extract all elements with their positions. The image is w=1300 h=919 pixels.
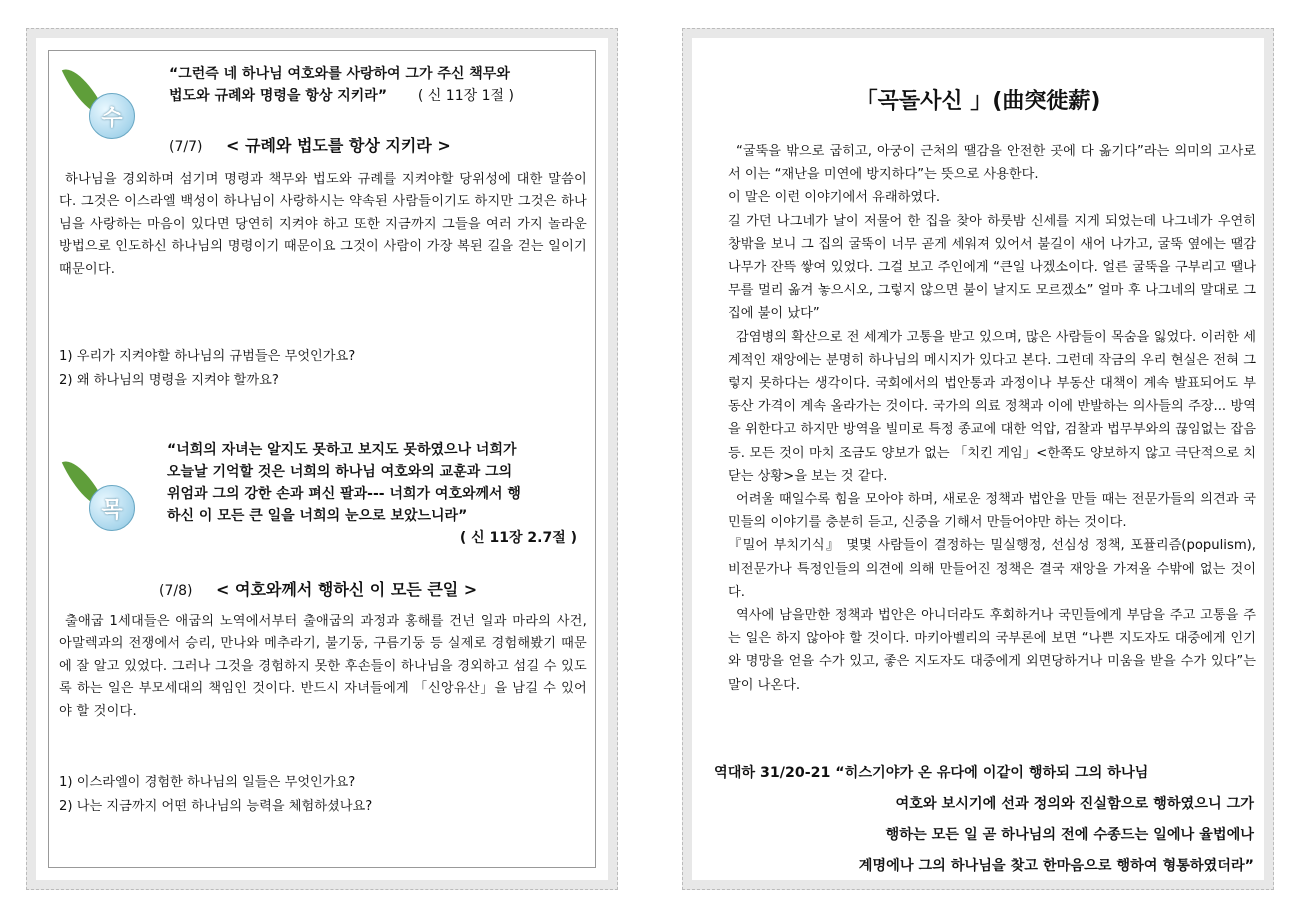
essay-paragraph: 어려울 때일수록 힘을 모아야 하며, 새로운 정책과 법안을 만들 때는 전문가들의 의견과 국민들의 이야기를 충분히 듣고, 신중을 기해서 만들어야만 하는 것이다. bbox=[728, 492, 1256, 531]
section-date: (7/7) bbox=[169, 139, 203, 155]
verse-line: “너희의 자녀는 알지도 못하고 보지도 못하였으나 너희가 bbox=[167, 442, 517, 458]
question-item: 2) 왜 하나님의 명령을 지켜야 할까요? bbox=[59, 373, 279, 388]
essay-paragraph: 역사에 남을만한 정책과 법안은 아니더라도 후회하거나 국민들에게 부담을 주고 고통을 주는 일은 하지 않아야 할 것이다. 마키아벨리의 국부론에 보면 “나쁜 지도자도 대중에게 인기와 명망을 얻을 수가 있고, 좋은 지도자도 대중에게 외면당하거나 미움을 받을 수가 있다”는 말이 나온다. bbox=[728, 608, 1256, 693]
left-page-frame bbox=[26, 28, 618, 890]
section-date: (7/8) bbox=[159, 583, 193, 599]
verse-line: 하신 이 모든 큰 일을 너희의 눈으로 보았느니라” bbox=[167, 508, 468, 524]
verse-reference: ( 신 11장 2.7절 ) bbox=[459, 530, 577, 546]
right-page-content bbox=[704, 50, 1256, 874]
essay-paragraph: 이 말은 이런 이야기에서 유래하였다. bbox=[728, 190, 941, 206]
section-body-2 bbox=[59, 611, 587, 723]
question-item: 1) 우리가 지켜야할 하나님의 규범들은 무엇인가요? bbox=[59, 349, 356, 364]
verse-line: 위엄과 그의 강한 손과 펴신 팔과--- 너희가 여호와께서 행 bbox=[167, 486, 521, 502]
flower-badge-wednesday bbox=[67, 59, 137, 149]
left-page-content bbox=[48, 50, 596, 868]
section-body-1 bbox=[59, 169, 587, 281]
essay-paragraph: 『밀어 부치기식』 몇몇 사람들이 결정하는 밀실행정, 선심성 정책, 포퓰리즘(populism), 비전문가나 특정인들의 의견에 의해 만들어진 정책은 결국 재앙을 가져올 수밖에 없는 것이다. bbox=[728, 538, 1256, 600]
day-badge-icon: 목 bbox=[89, 485, 135, 531]
verse-line: 법도와 규례와 명령을 항상 지키라” bbox=[169, 88, 388, 104]
verse-block-1 bbox=[169, 63, 589, 107]
verse-reference: ( 신 11장 1절 ) bbox=[417, 88, 514, 104]
verse-line-with-ref bbox=[169, 85, 589, 107]
question-list-2 bbox=[59, 771, 372, 819]
section-title: < 규례와 법도를 항상 지키라 > bbox=[226, 136, 451, 155]
closing-verse-line: 계명에나 그의 하나님을 찾고 한마음으로 행하여 형통하였더라” bbox=[858, 858, 1254, 874]
section-heading-2 bbox=[159, 577, 477, 600]
body-paragraph: 출애굽 1세대들은 애굽의 노역에서부터 출애굽의 과정과 홍해를 건넌 일과 마라의 사건, 아말렉과의 전쟁에서 승리, 만나와 메추라기, 불기둥, 구름기둥 등 실제로 경험해봤기 때문에 잘 알고 있었다. 그러나 그것을 경험하지 못한 후손들이 하나님을 경외하고 섬길 수 있도록 하는 일은 부모세대의 책임인 것이다. 반드시 자녀들에게 「신앙유산」을 남길 수 있어야 할 것이다. bbox=[59, 614, 587, 719]
flower-badge-thursday bbox=[67, 451, 137, 541]
essay-body bbox=[728, 140, 1256, 697]
section-heading-1 bbox=[169, 133, 451, 156]
day-badge-icon: 수 bbox=[89, 93, 135, 139]
closing-verse bbox=[714, 758, 1254, 882]
verse-line: “그런즉 네 하나님 여호와를 사랑하여 그가 주신 책무와 bbox=[169, 66, 510, 82]
essay-paragraph: “굴뚝을 밖으로 굽히고, 아궁이 근처의 땔감을 안전한 곳에 다 옮기다”라는 의미의 고사로서 이는 “재난을 미연에 방지하다”는 뜻으로 사용한다. bbox=[728, 144, 1256, 183]
section-title: < 여호와께서 행하신 이 모든 큰일 > bbox=[216, 580, 478, 599]
verse-line: 오늘날 기억할 것은 너희의 하나님 여호와의 교훈과 그의 bbox=[167, 464, 513, 480]
essay-paragraph: 감염병의 확산으로 전 세계가 고통을 받고 있으며, 많은 사람들이 목숨을 잃었다. 이러한 세계적인 재앙에는 분명히 하나님의 메시지가 있다고 본다. 그런데 작금의 우리 현실은 전혀 그렇지 못하다는 생각이다. 국회에서의 법안통과 과정이나 부동산 대책이 계속 발표되어도 부동산 가격이 계속 올라가는 것이다. 국가의 의료 정책과 이에 반발하는 의사들의 주장... 방역을 위한다고 하지만 방역을 빌미로 특정 종교에 대한 억압, 검찰과 법무부와의 끊임없는 잡음 등. 모든 것이 마치 조금도 양보가 없는 「치킨 게임」<한쪽도 양보하지 않고 극단적으로 치닫는 상황>을 보는 것 같다. bbox=[728, 329, 1256, 484]
closing-verse-line: 역대하 31/20-21 “히스기야가 온 유다에 이같이 행하되 그의 하나님 bbox=[714, 765, 1149, 781]
verse-block-2 bbox=[167, 439, 593, 549]
question-item: 1) 이스라엘이 경험한 하나님의 일들은 무엇인가요? bbox=[59, 775, 356, 790]
question-item: 2) 나는 지금까지 어떤 하나님의 능력을 체험하셨나요? bbox=[59, 799, 373, 814]
closing-verse-line: 여호와 보시기에 선과 정의와 진실함으로 행하였으니 그가 bbox=[895, 796, 1254, 812]
closing-verse-line: 행하는 모든 일 곧 하나님의 전에 수종드는 일에나 율법에나 bbox=[885, 827, 1254, 843]
body-paragraph: 하나님을 경외하며 섬기며 명령과 책무와 법도와 규례를 지켜야할 당위성에 대한 말씀이다. 그것은 이스라엘 백성이 하나님이 사랑하시는 약속된 사람들이기도 하지만 그것은 하나님을 사랑하는 마음이 있다면 당연히 지켜야 하고 또한 지금까지 그들을 여러 가지 놀라운 방법으로 인도하신 하나님의 명령이기 때문이요 그것이 사람이 가장 복된 길을 걷는 일이기 때문이다. bbox=[59, 172, 587, 277]
question-list-1 bbox=[59, 345, 355, 393]
essay-paragraph: 길 가던 나그네가 날이 저물어 한 집을 찾아 하룻밤 신세를 지게 되었는데 나그네가 우연히 창밖을 보니 그 집의 굴뚝이 너무 곧게 세워져 있어서 불길이 새어 나가고, 굴뚝 옆에는 땔감 나무가 잔뜩 쌓여 있었다. 그걸 보고 주인에게 “큰일 나겠소이다. 얼른 굴뚝을 구부리고 땔나무를 멀리 옮겨 놓으시오, 그렇지 않으면 불이 날지도 모르겠소” 얼마 후 나그네의 말대로 그 집에 불이 났다” bbox=[728, 213, 1256, 322]
page-title: 「곡돌사신 」(曲突徙薪) bbox=[855, 89, 1101, 114]
right-page-frame bbox=[682, 28, 1274, 890]
